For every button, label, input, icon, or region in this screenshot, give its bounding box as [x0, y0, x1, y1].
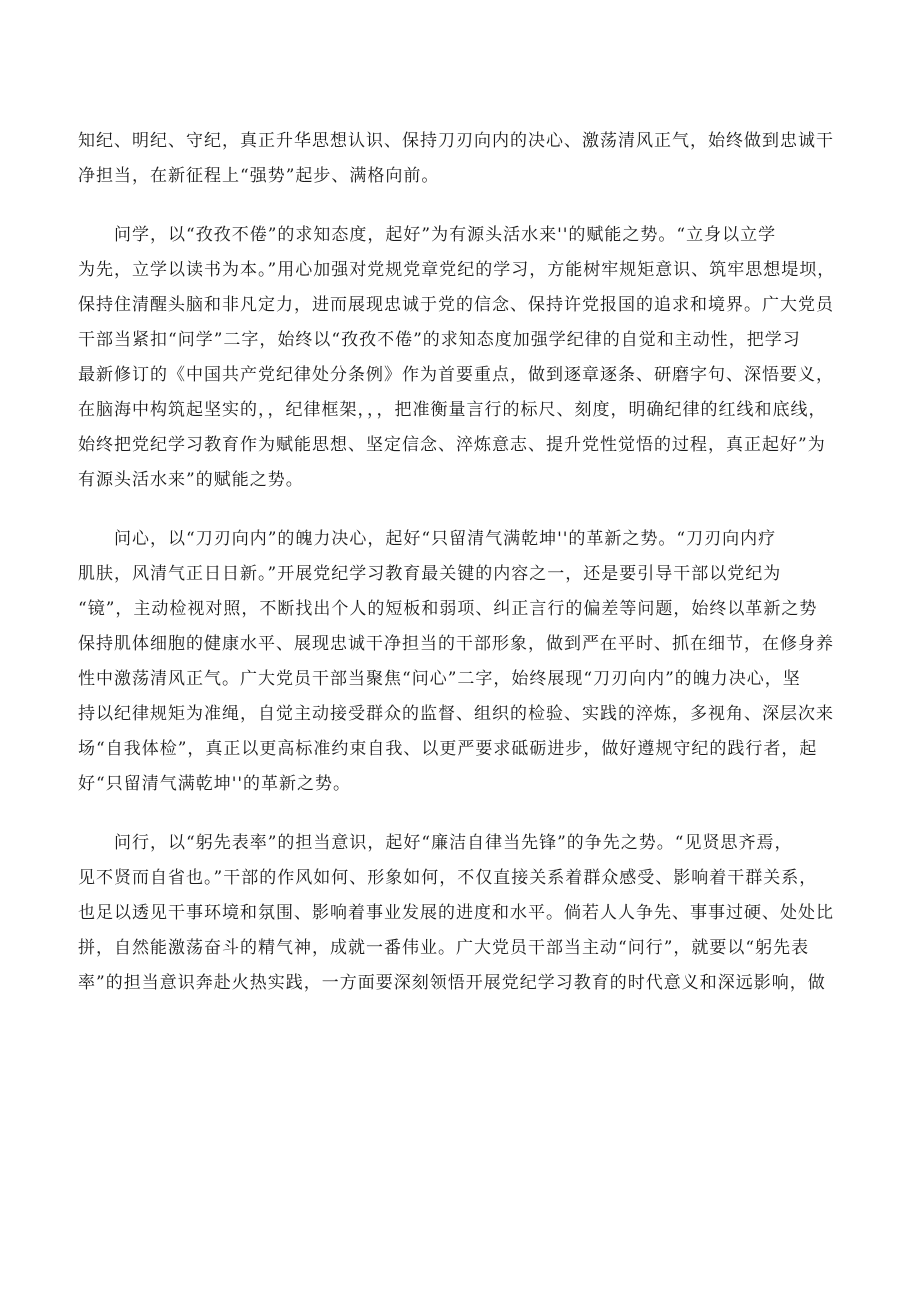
text-line: 保持肌体细胞的健康水平、展现忠诚干净担当的干部形象，做到严在平时、抓在细节，在修身养: [78, 634, 834, 654]
text-line: 性中激荡清风正气。广大党员干部当聚焦“问心”二字，始终展现“刀刃向内”的魄力决心，坚: [78, 669, 801, 689]
paragraph-3: [78, 522, 854, 802]
text-line: 在脑海中构筑起坚实的，，纪律框架，，，把准衡量言行的标尺、刻度，明确纪律的红线和底线，: [78, 400, 827, 420]
text-line: 好“只留清气满乾坤''的革新之势。: [78, 774, 352, 794]
paragraph-2: [78, 218, 854, 498]
text-line: 拼，自然能激荡奋斗的精气神，成就一番伟业。广大党员干部当主动“问行”，就要以“躬先表: [78, 938, 810, 958]
text-line: 始终把党纪学习教育作为赋能思想、坚定信念、淬炼意志、提升党性觉悟的过程，真正起好”为: [78, 435, 826, 455]
text-line: 率”的担当意识奔赴火热实践，一方面要深刻领悟开展党纪学习教育的时代意义和深远影响，做: [78, 973, 826, 993]
text-line: 有源头活水来”的赋能之势。: [78, 470, 304, 490]
text-line: 保持住清醒头脑和非凡定力，进而展现忠诚于党的信念、保持许党报国的追求和境界。广大党员: [78, 295, 834, 315]
text-line: 为先，立学以读书为本。”用心加强对党规党章党纪的学习，方能树牢规矩意识、筑牢思想堤坝，: [78, 260, 836, 280]
paragraph-4: [78, 826, 854, 1001]
text-line: 问学，以“孜孜不倦”的求知态度，起好”为有源头活水来''的赋能之势。“立身以立学: [114, 225, 777, 245]
text-line: 最新修订的《中国共产党纪律处分条例》作为首要重点，做到逐章逐条、研磨字句、深悟要义，: [78, 365, 834, 385]
text-line: 肌肤，风清气正日日新。”开展党纪学习教育最关键的内容之一，还是要引导干部以党纪为: [78, 564, 782, 584]
text-line: 也足以透见干事环境和氛围、影响着事业发展的进度和水平。倘若人人争先、事事过硬、处处比: [78, 903, 834, 923]
text-line: 见不贤而自省也。”干部的作风如何、形象如何，不仅直接关系着群众感受、影响着干群关系，: [78, 868, 818, 888]
text-line: 持以纪律规矩为准绳，自觉主动接受群众的监督、组织的检验、实践的淬炼，多视角、深层次来: [78, 704, 834, 724]
paragraph-1: [78, 124, 854, 194]
text-line: 净担当，在新征程上“强势”起步、满格向前。: [78, 166, 440, 186]
text-line: 问心，以“刀刃向内”的魄力决心，起好“只留清气满乾坤''的革新之势。“刀刃向内疗: [114, 529, 777, 549]
text-line: 干部当紧扣“问学”二字，始终以“孜孜不倦”的求知态度加强学纪律的自觉和主动性，把学习: [78, 330, 801, 350]
text-line: “镜”，主动检视对照，不断找出个人的短板和弱项、纠正言行的偏差等问题，始终以革新之势: [78, 599, 818, 619]
text-line: 知纪、明纪、守纪，真正升华思想认识、保持刀刃向内的决心、激荡清风正气，始终做到忠诚干: [78, 131, 834, 151]
document-page: [78, 124, 854, 1025]
text-line: 问行，以“躬先表率”的担当意识，起好“廉洁自律当先锋”的争先之势。“见贤思齐焉，: [114, 833, 793, 853]
text-line: 场“自我体检”，真正以更高标准约束自我、以更严要求砥砺进步，做好遵规守纪的践行者，起: [78, 739, 818, 759]
